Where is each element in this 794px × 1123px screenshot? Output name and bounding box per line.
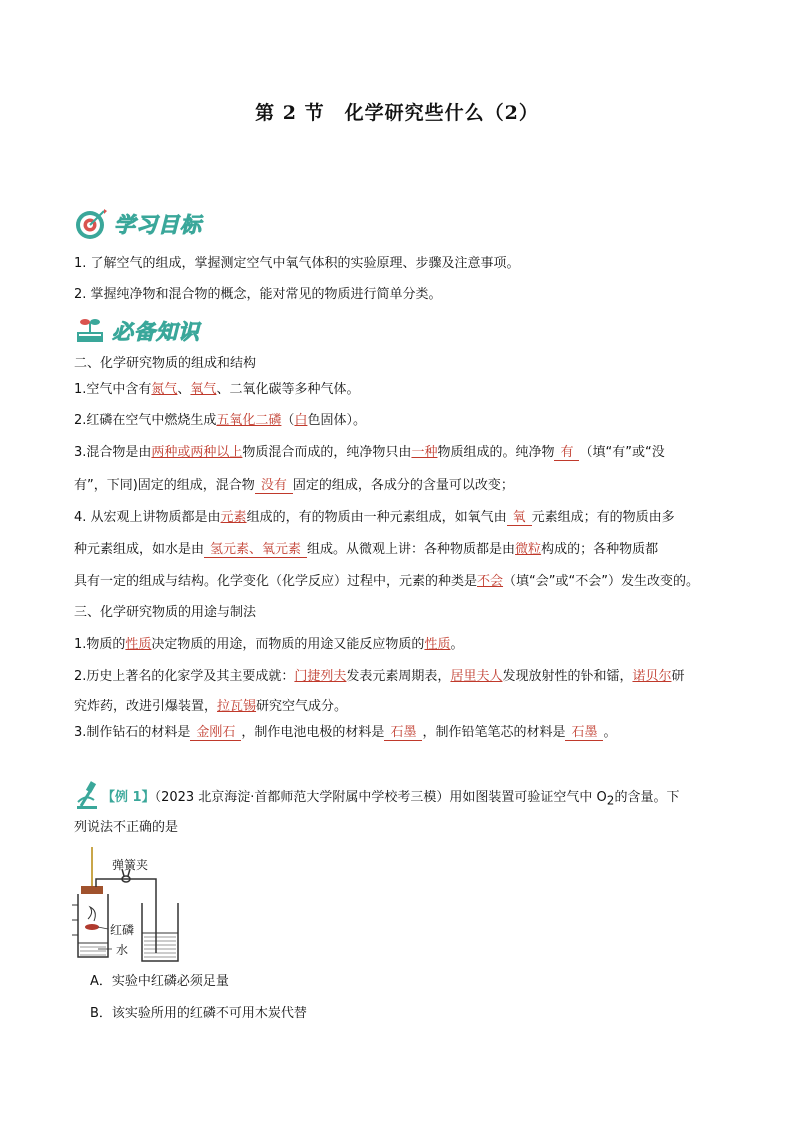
example-1-line-1: 【例 1】（2023 北京海淀·首都师范大学附属中学校考三模）用如图装置可验证空气中 $O_2$的含量。下 — [102, 790, 680, 808]
example-1-line-2: 列说法不正确的是 — [74, 820, 179, 835]
section2-line-2: 2.红磷在空气中燃烧生成五氧化二磷（白色固体）。 — [74, 413, 366, 428]
book-plant-icon — [74, 316, 106, 346]
section2-line-6: 种元素组成，如水是由 氢元素、氧元素 组成。从微观上讲：各种物质都是由微粒构成的；各种物质都 — [74, 542, 659, 557]
goals-badge-text: 学习目标 — [114, 213, 202, 237]
target-icon — [74, 207, 108, 241]
page-title: 第 2 节 化学研究些什么（2） — [255, 102, 539, 124]
label-clamp: 弹簧夹 — [112, 858, 149, 872]
section2-line-3: 3.混合物是由两种或两种以上物质混合而成的，纯净物只由一种物质组成的。纯净物 有 （填“有”或“没 — [74, 445, 665, 460]
knowledge-badge — [74, 316, 200, 346]
label-phosphorus: 红磷 — [110, 923, 135, 937]
section2-line-7: 具有一定的组成与结构。化学变化（化学反应）过程中，元素的种类是不会（填“会”或“不会”）发生改变的。 — [74, 574, 699, 589]
section3-line-2: 2.历史上著名的化家学及其主要成就：门捷列夫发表元素周期表，居里夫人发现放射性的钋和镭，诺贝尔研 — [74, 669, 685, 684]
goal-item-1: 1. 了解空气的组成，掌握测定空气中氧气体积的实验原理、步骤及注意事项。 — [74, 256, 520, 271]
option-a: A．实验中红磷必须足量 — [90, 974, 229, 989]
goal-item-2: 2. 掌握纯净物和混合物的概念，能对常见的物质进行简单分类。 — [74, 287, 442, 302]
section2-line-1: 1.空气中含有氮气、氧气、二氧化碳等多种气体。 — [74, 382, 360, 397]
section3-line-3: 究炸药，改进引爆装置，拉瓦锡研究空气成分。 — [74, 699, 348, 714]
section3-line-4: 3.制作钻石的材料是 金刚石 ，制作电池电极的材料是 石墨 ，制作铅笔笔芯的材料是 石墨 。 — [74, 725, 617, 740]
goals-badge — [74, 207, 202, 241]
option-b: B．该实验所用的红磷不可用木炭代替 — [90, 1006, 307, 1021]
section3-heading: 三、化学研究物质的用途与制法 — [74, 605, 257, 620]
label-water: 水 — [116, 943, 129, 957]
section2-heading: 二、化学研究物质的组成和结构 — [74, 356, 257, 371]
section2-line-4: 有”，下同)固定的组成，混合物 没有 固定的组成，各成分的含量可以改变； — [74, 478, 514, 493]
section2-line-5: 4. 从宏观上讲物质都是由元素组成的，有的物质由一种元素组成，如氧气由 氧 元素组成；有的物质由多 — [74, 510, 675, 525]
section3-line-1: 1.物质的性质决定物质的用途，而物质的用途又能反应物质的性质。 — [74, 637, 464, 652]
knowledge-badge-text: 必备知识 — [112, 320, 200, 344]
microscope-icon — [74, 780, 100, 810]
